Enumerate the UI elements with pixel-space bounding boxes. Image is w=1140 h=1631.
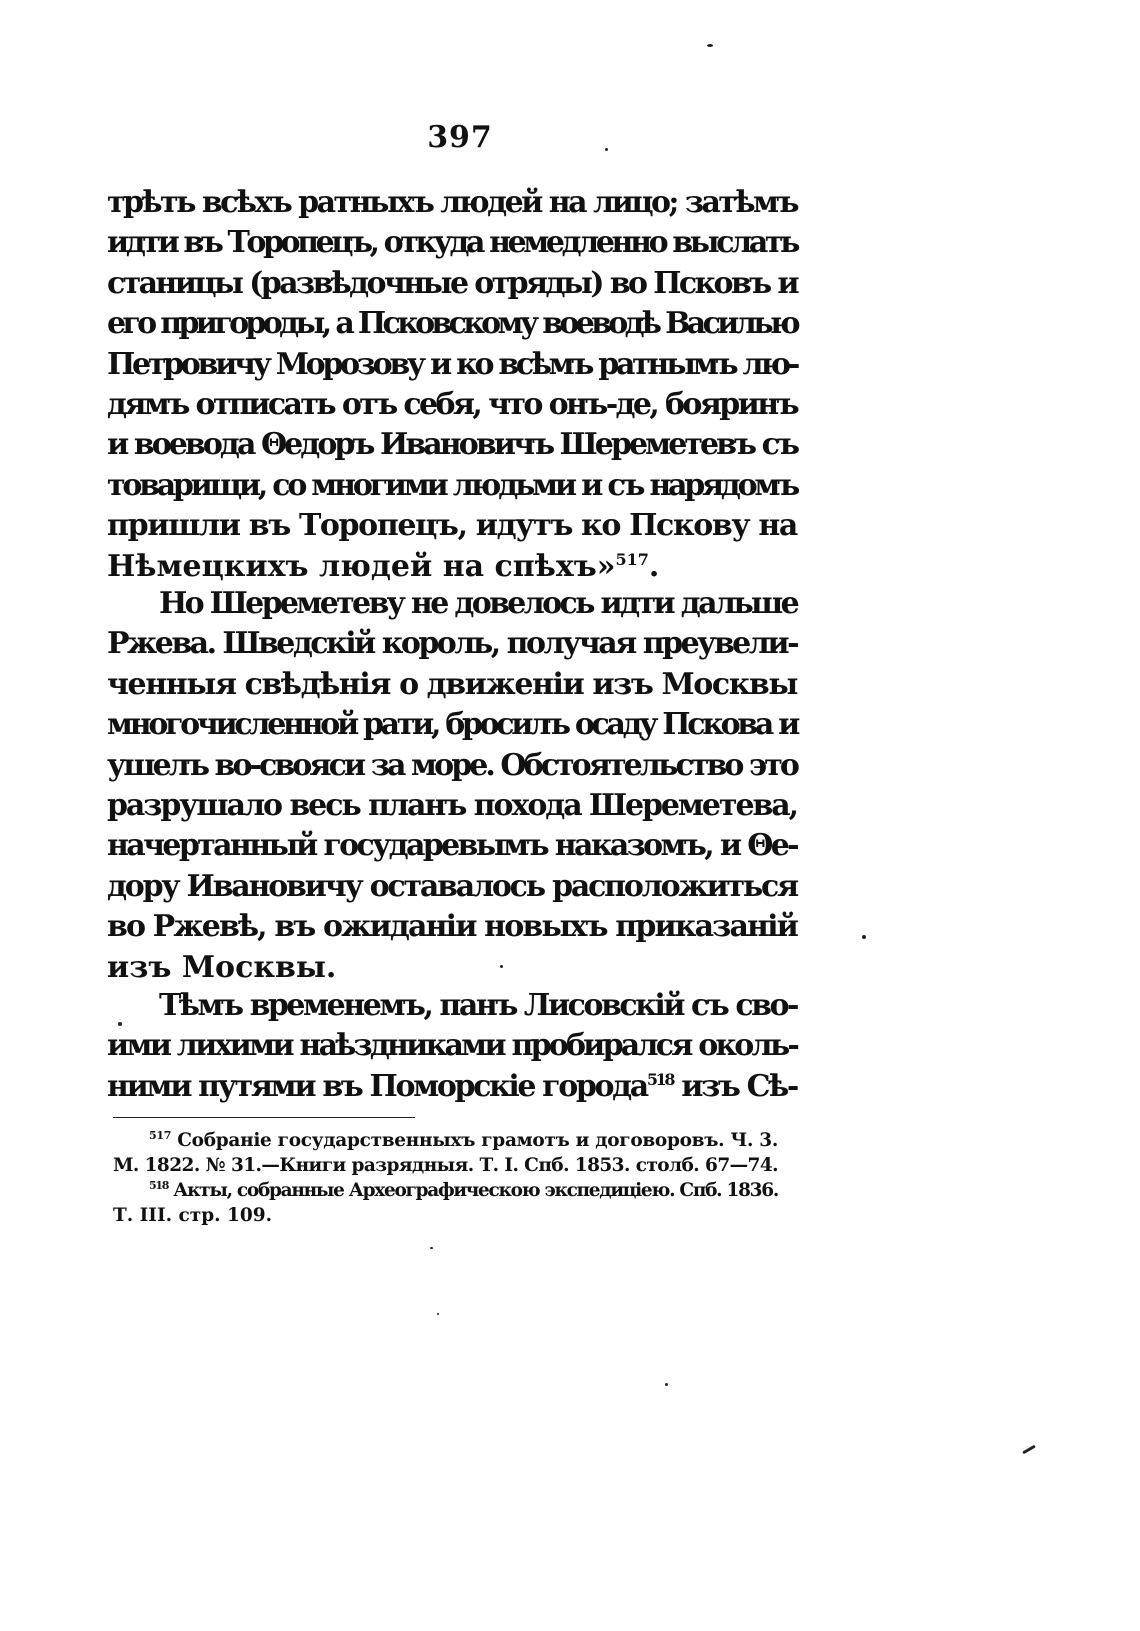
text-line: дямъ отписать отъ себя, что онъ-де, бояринъ [107, 386, 798, 422]
footnote-text: Собраніе государственныхъ грамотъ и договоровъ. Ч. 3. [177, 1130, 778, 1151]
footnote-number: 518 [149, 1178, 169, 1192]
text-run: Нѣмецкихъ людей на спѣхъ» [107, 548, 616, 584]
scan-speck [862, 935, 866, 939]
footnote-518 [113, 1178, 778, 1203]
footnote-text: Акты, собранные Археографическою экспедиціею. Спб. 1836. [173, 1180, 779, 1201]
text-line: его пригороды, а Псковскому воеводѣ Василью [107, 306, 797, 342]
text-line: ушелъ во-свояси за море. Обстоятельство это [107, 747, 798, 783]
footnote-divider [113, 1117, 415, 1118]
text-line: Ржева. Шведскій король, получая преувели- [107, 626, 797, 662]
text-line: станицы (развѣдочные отряды) во Псковъ и [107, 265, 797, 301]
paragraph-1 [107, 183, 797, 587]
footnote-ref-517[interactable]: 517 [615, 549, 649, 569]
text-run: ними путями въ Поморскіе города [107, 1068, 647, 1104]
text-line: и воевода Θедоръ Ивановичъ Шереметевъ съ [107, 427, 798, 463]
scan-speck [707, 44, 713, 47]
text-line: Тѣмъ временемъ, панъ Лисовскій съ сво- [159, 988, 797, 1023]
footnote-517 [113, 1128, 778, 1153]
scan-speck [1022, 1445, 1036, 1455]
text-line: дору Ивановичу оставалось расположиться [107, 868, 797, 904]
text-line-last [107, 547, 797, 587]
footnote-number: 517 [149, 1128, 172, 1142]
text-line: многочисленной рати, бросилъ осаду Пскова и [107, 707, 798, 743]
text-line-last [107, 1067, 797, 1107]
text-line: во Ржевѣ, въ ожиданіи новыхъ приказаній [107, 909, 797, 945]
paragraph-2 [107, 584, 797, 988]
text-line: начертанный государевымъ наказомъ, и Θе- [107, 828, 797, 864]
scan-speck [437, 1313, 439, 1315]
text-line: ими лихими наѣздниками пробирался околь- [107, 1028, 798, 1064]
scan-speck [118, 1022, 122, 1026]
text-line: идти въ Торопецъ, откуда немедленно выслать [107, 225, 797, 261]
scan-speck [500, 965, 503, 968]
page-number: 397 [427, 120, 493, 155]
text-run: . [648, 548, 660, 584]
text-line: разрушало весь планъ похода Шереметева, [107, 787, 797, 823]
scan-speck [605, 148, 608, 151]
text-line: товарищи, со многими людьми и съ нарядомъ [107, 467, 797, 503]
text-line: Петровичу Морозову и ко всѣмъ ратнымъ лю- [107, 346, 797, 382]
footnote-text: Т. III. стр. 109. [113, 1205, 273, 1226]
scan-speck [665, 1383, 668, 1386]
footnotes [113, 1128, 778, 1228]
footnote-ref-518[interactable]: 518 [646, 1069, 674, 1089]
text-line: трѣть всѣхъ ратныхъ людей на лицо; затѣмъ [107, 185, 798, 220]
text-line: Но Шереметеву не довелось идти дальше [159, 586, 797, 621]
scan-speck [430, 1247, 433, 1249]
text-run: изъ Сѣ- [673, 1068, 798, 1104]
footnote-text: М. 1822. № 31.—Книги разрядныя. Т. I. Спб. 1853. столб. 67—74. [113, 1155, 779, 1176]
text-line: пришли въ Торопецъ, идутъ ко Пскову на [107, 508, 797, 544]
paragraph-3 [107, 986, 797, 1107]
text-line: ченныя свѣдѣнія о движеніи изъ Москвы [107, 666, 797, 702]
text-line: изъ Москвы. [107, 949, 337, 985]
